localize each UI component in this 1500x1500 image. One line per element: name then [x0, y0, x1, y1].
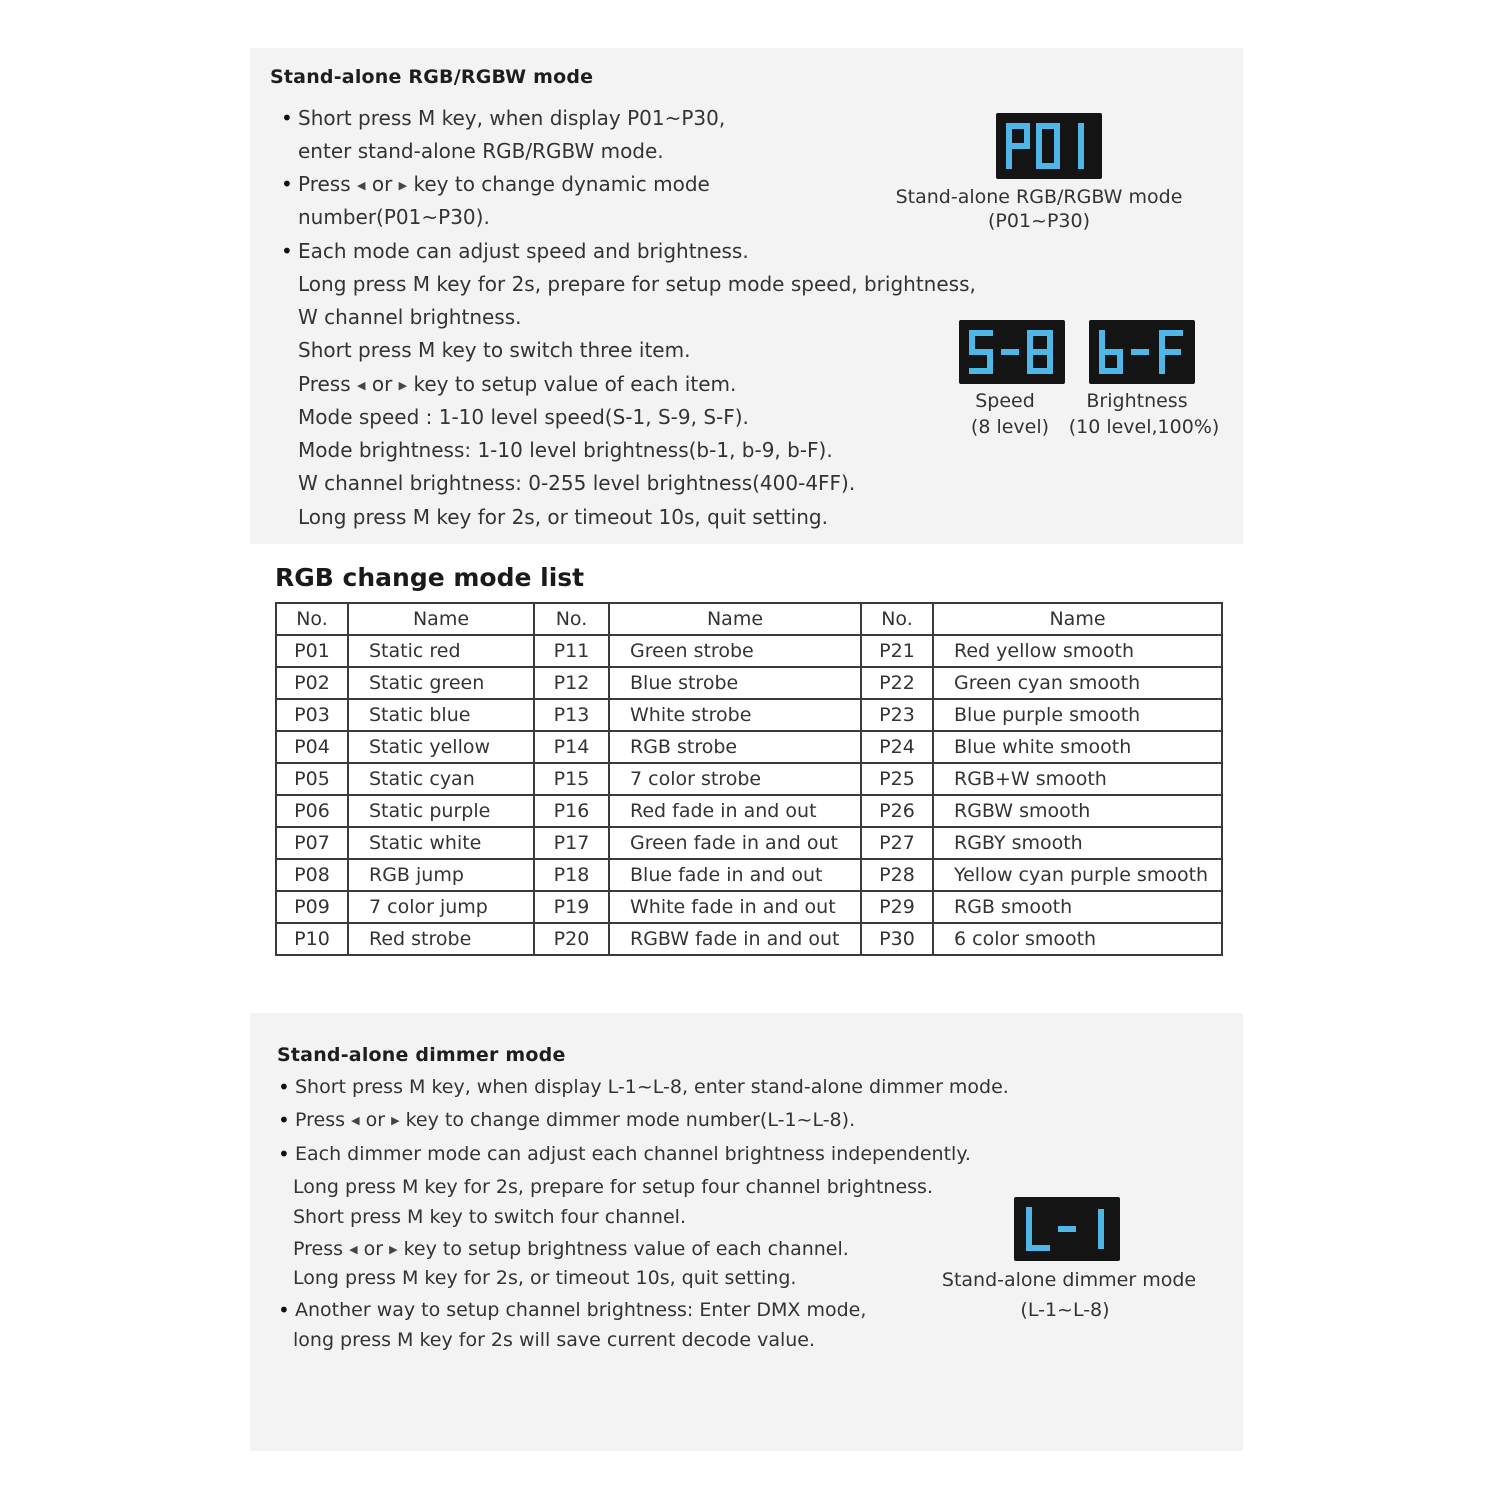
mode-name-cell: Static blue [348, 699, 534, 731]
mode-number-cell: P26 [861, 795, 933, 827]
mode-number-cell: P13 [534, 699, 609, 731]
mode-number-cell: P18 [534, 859, 609, 891]
rgb-line-10: W channel brightness: 0-255 level brightness(400-4FF). [298, 471, 856, 495]
mode-name-cell: Blue fade in and out [609, 859, 861, 891]
right-triangle-icon: ▶ [398, 379, 408, 392]
mode-number-cell: P09 [276, 891, 348, 923]
mode-name-cell: 7 color strobe [609, 763, 861, 795]
mode-name-cell: Static cyan [348, 763, 534, 795]
lcd-display-brightness [1089, 320, 1195, 384]
mode-name-cell: Static purple [348, 795, 534, 827]
column-header: Name [348, 603, 534, 635]
lcd-digits [1003, 122, 1095, 170]
rgb-bullet-2-line-1: • Press ◀ or ▶ key to change dynamic mode [298, 172, 710, 200]
lcd-digits [1021, 1206, 1113, 1252]
mode-name-cell: RGB jump [348, 859, 534, 891]
mode-name-cell: RGB+W smooth [933, 763, 1222, 795]
dimmer-bullet-1: • Short press M key, when display L-1~L-8, enter stand-alone dimmer mode. [295, 1075, 1009, 1099]
lcd-digits [1096, 329, 1188, 375]
table-row [276, 859, 1222, 891]
mode-number-cell: P17 [534, 827, 609, 859]
mode-name-cell: Green strobe [609, 635, 861, 667]
mode-list-title: RGB change mode list [275, 563, 585, 592]
dimmer-bullet-3: • Each dimmer mode can adjust each channel brightness independently. [295, 1142, 971, 1166]
mode-name-cell: Green cyan smooth [933, 667, 1222, 699]
dimmer-bullet-8-line-1: • Another way to setup channel brightness: Enter DMX mode, [295, 1298, 866, 1322]
mode-name-cell: RGBY smooth [933, 827, 1222, 859]
right-triangle-icon: ▶ [391, 1114, 400, 1127]
rgb-line-11: Long press M key for 2s, or timeout 10s, quit setting. [298, 505, 828, 529]
dimmer-line-6: Press ◀ or ▶ key to setup brightness value of each channel. [293, 1238, 849, 1260]
mode-name-cell: Static green [348, 667, 534, 699]
column-header: No. [534, 603, 609, 635]
lcd-brightness-caption-2: (10 level,100%) [1068, 416, 1220, 438]
mode-number-cell: P21 [861, 635, 933, 667]
rgb-bullet-1-line-2: enter stand-alone RGB/RGBW mode. [298, 139, 664, 163]
lcd-dimmer-caption-1: Stand-alone dimmer mode [941, 1269, 1197, 1291]
mode-number-cell: P20 [534, 923, 609, 955]
table-row [276, 923, 1222, 955]
mode-name-cell: Red yellow smooth [933, 635, 1222, 667]
mode-number-cell: P23 [861, 699, 933, 731]
column-header: Name [933, 603, 1222, 635]
left-triangle-icon: ◀ [357, 379, 366, 392]
mode-number-cell: P29 [861, 891, 933, 923]
mode-number-cell: P02 [276, 667, 348, 699]
lcd-brightness-caption-1: Brightness [1086, 390, 1188, 412]
lcd-display-p01 [996, 113, 1102, 179]
right-triangle-icon: ▶ [389, 1243, 398, 1256]
dimmer-bullet-8-line-2: long press M key for 2s will save current decode value. [293, 1329, 816, 1351]
mode-name-cell: Yellow cyan purple smooth [933, 859, 1222, 891]
mode-name-cell: White fade in and out [609, 891, 861, 923]
mode-number-cell: P12 [534, 667, 609, 699]
table-row [276, 763, 1222, 795]
mode-name-cell: RGBW fade in and out [609, 923, 861, 955]
mode-number-cell: P15 [534, 763, 609, 795]
dimmer-line-4: Long press M key for 2s, prepare for setup four channel brightness. [293, 1176, 933, 1198]
mode-number-cell: P10 [276, 923, 348, 955]
table-row [276, 667, 1222, 699]
mode-number-cell: P24 [861, 731, 933, 763]
table-row [276, 827, 1222, 859]
table-row [276, 891, 1222, 923]
rgb-line-7: Press ◀ or ▶ key to setup value of each item. [298, 372, 737, 396]
dimmer-bullet-2: • Press ◀ or ▶ key to change dimmer mode number(L-1~L-8). [295, 1108, 855, 1135]
mode-number-cell: P04 [276, 731, 348, 763]
mode-number-cell: P25 [861, 763, 933, 795]
left-triangle-icon: ◀ [349, 1243, 358, 1256]
rgb-line-5: W channel brightness. [298, 305, 522, 329]
rgb-line-6: Short press M key to switch three item. [298, 338, 691, 362]
dimmer-line-7: Long press M key for 2s, or timeout 10s, quit setting. [293, 1267, 797, 1289]
mode-name-cell: RGB smooth [933, 891, 1222, 923]
dimmer-line-5: Short press M key to switch four channel. [293, 1206, 686, 1228]
rgb-bullet-1-line-1: • Short press M key, when display P01~P30, [298, 106, 725, 130]
mode-number-cell: P14 [534, 731, 609, 763]
mode-list-table [275, 602, 1223, 956]
right-triangle-icon: ▶ [398, 179, 408, 192]
lcd-p01-caption-2: (P01~P30) [987, 210, 1090, 232]
table-row [276, 635, 1222, 667]
dimmer-mode-heading: Stand-alone dimmer mode [277, 1044, 566, 1066]
lcd-display-dimmer [1014, 1197, 1120, 1261]
table-row [276, 731, 1222, 763]
mode-number-cell: P16 [534, 795, 609, 827]
mode-name-cell: Green fade in and out [609, 827, 861, 859]
column-header: No. [861, 603, 933, 635]
mode-number-cell: P07 [276, 827, 348, 859]
left-triangle-icon: ◀ [357, 179, 366, 192]
rgb-bullet-3-line-1: • Each mode can adjust speed and brightness. [298, 239, 749, 263]
mode-name-cell: Static yellow [348, 731, 534, 763]
mode-name-cell: Static white [348, 827, 534, 859]
rgb-line-8: Mode speed : 1-10 level speed(S-1, S-9, S-F). [298, 405, 749, 429]
lcd-digits [966, 329, 1058, 375]
mode-name-cell: Blue white smooth [933, 731, 1222, 763]
table-row [276, 699, 1222, 731]
rgb-bullet-2-line-2: number(P01~P30). [298, 205, 490, 229]
mode-name-cell: Blue strobe [609, 667, 861, 699]
column-header: Name [609, 603, 861, 635]
rgb-line-4: Long press M key for 2s, prepare for setup mode speed, brightness, [298, 272, 976, 296]
mode-number-cell: P08 [276, 859, 348, 891]
mode-number-cell: P19 [534, 891, 609, 923]
lcd-p01-caption-1: Stand-alone RGB/RGBW mode [895, 186, 1183, 208]
mode-number-cell: P22 [861, 667, 933, 699]
mode-name-cell: Red fade in and out [609, 795, 861, 827]
mode-number-cell: P01 [276, 635, 348, 667]
mode-name-cell: Static red [348, 635, 534, 667]
table-header-row [276, 603, 1222, 635]
mode-number-cell: P03 [276, 699, 348, 731]
mode-name-cell: 6 color smooth [933, 923, 1222, 955]
lcd-dimmer-caption-2: (L-1~L-8) [1020, 1299, 1110, 1321]
mode-name-cell: 7 color jump [348, 891, 534, 923]
mode-name-cell: White strobe [609, 699, 861, 731]
rgb-mode-heading: Stand-alone RGB/RGBW mode [270, 66, 594, 88]
table-row [276, 795, 1222, 827]
rgb-line-9: Mode brightness: 1-10 level brightness(b-1, b-9, b-F). [298, 438, 833, 462]
mode-number-cell: P11 [534, 635, 609, 667]
mode-number-cell: P05 [276, 763, 348, 795]
mode-name-cell: Red strobe [348, 923, 534, 955]
lcd-display-speed [959, 320, 1065, 384]
mode-name-cell: RGB strobe [609, 731, 861, 763]
mode-number-cell: P27 [861, 827, 933, 859]
mode-number-cell: P28 [861, 859, 933, 891]
mode-name-cell: RGBW smooth [933, 795, 1222, 827]
mode-number-cell: P06 [276, 795, 348, 827]
left-triangle-icon: ◀ [351, 1114, 360, 1127]
lcd-speed-caption-1: Speed [975, 390, 1035, 412]
lcd-speed-caption-2: (8 level) [970, 416, 1050, 438]
mode-number-cell: P30 [861, 923, 933, 955]
mode-name-cell: Blue purple smooth [933, 699, 1222, 731]
column-header: No. [276, 603, 348, 635]
